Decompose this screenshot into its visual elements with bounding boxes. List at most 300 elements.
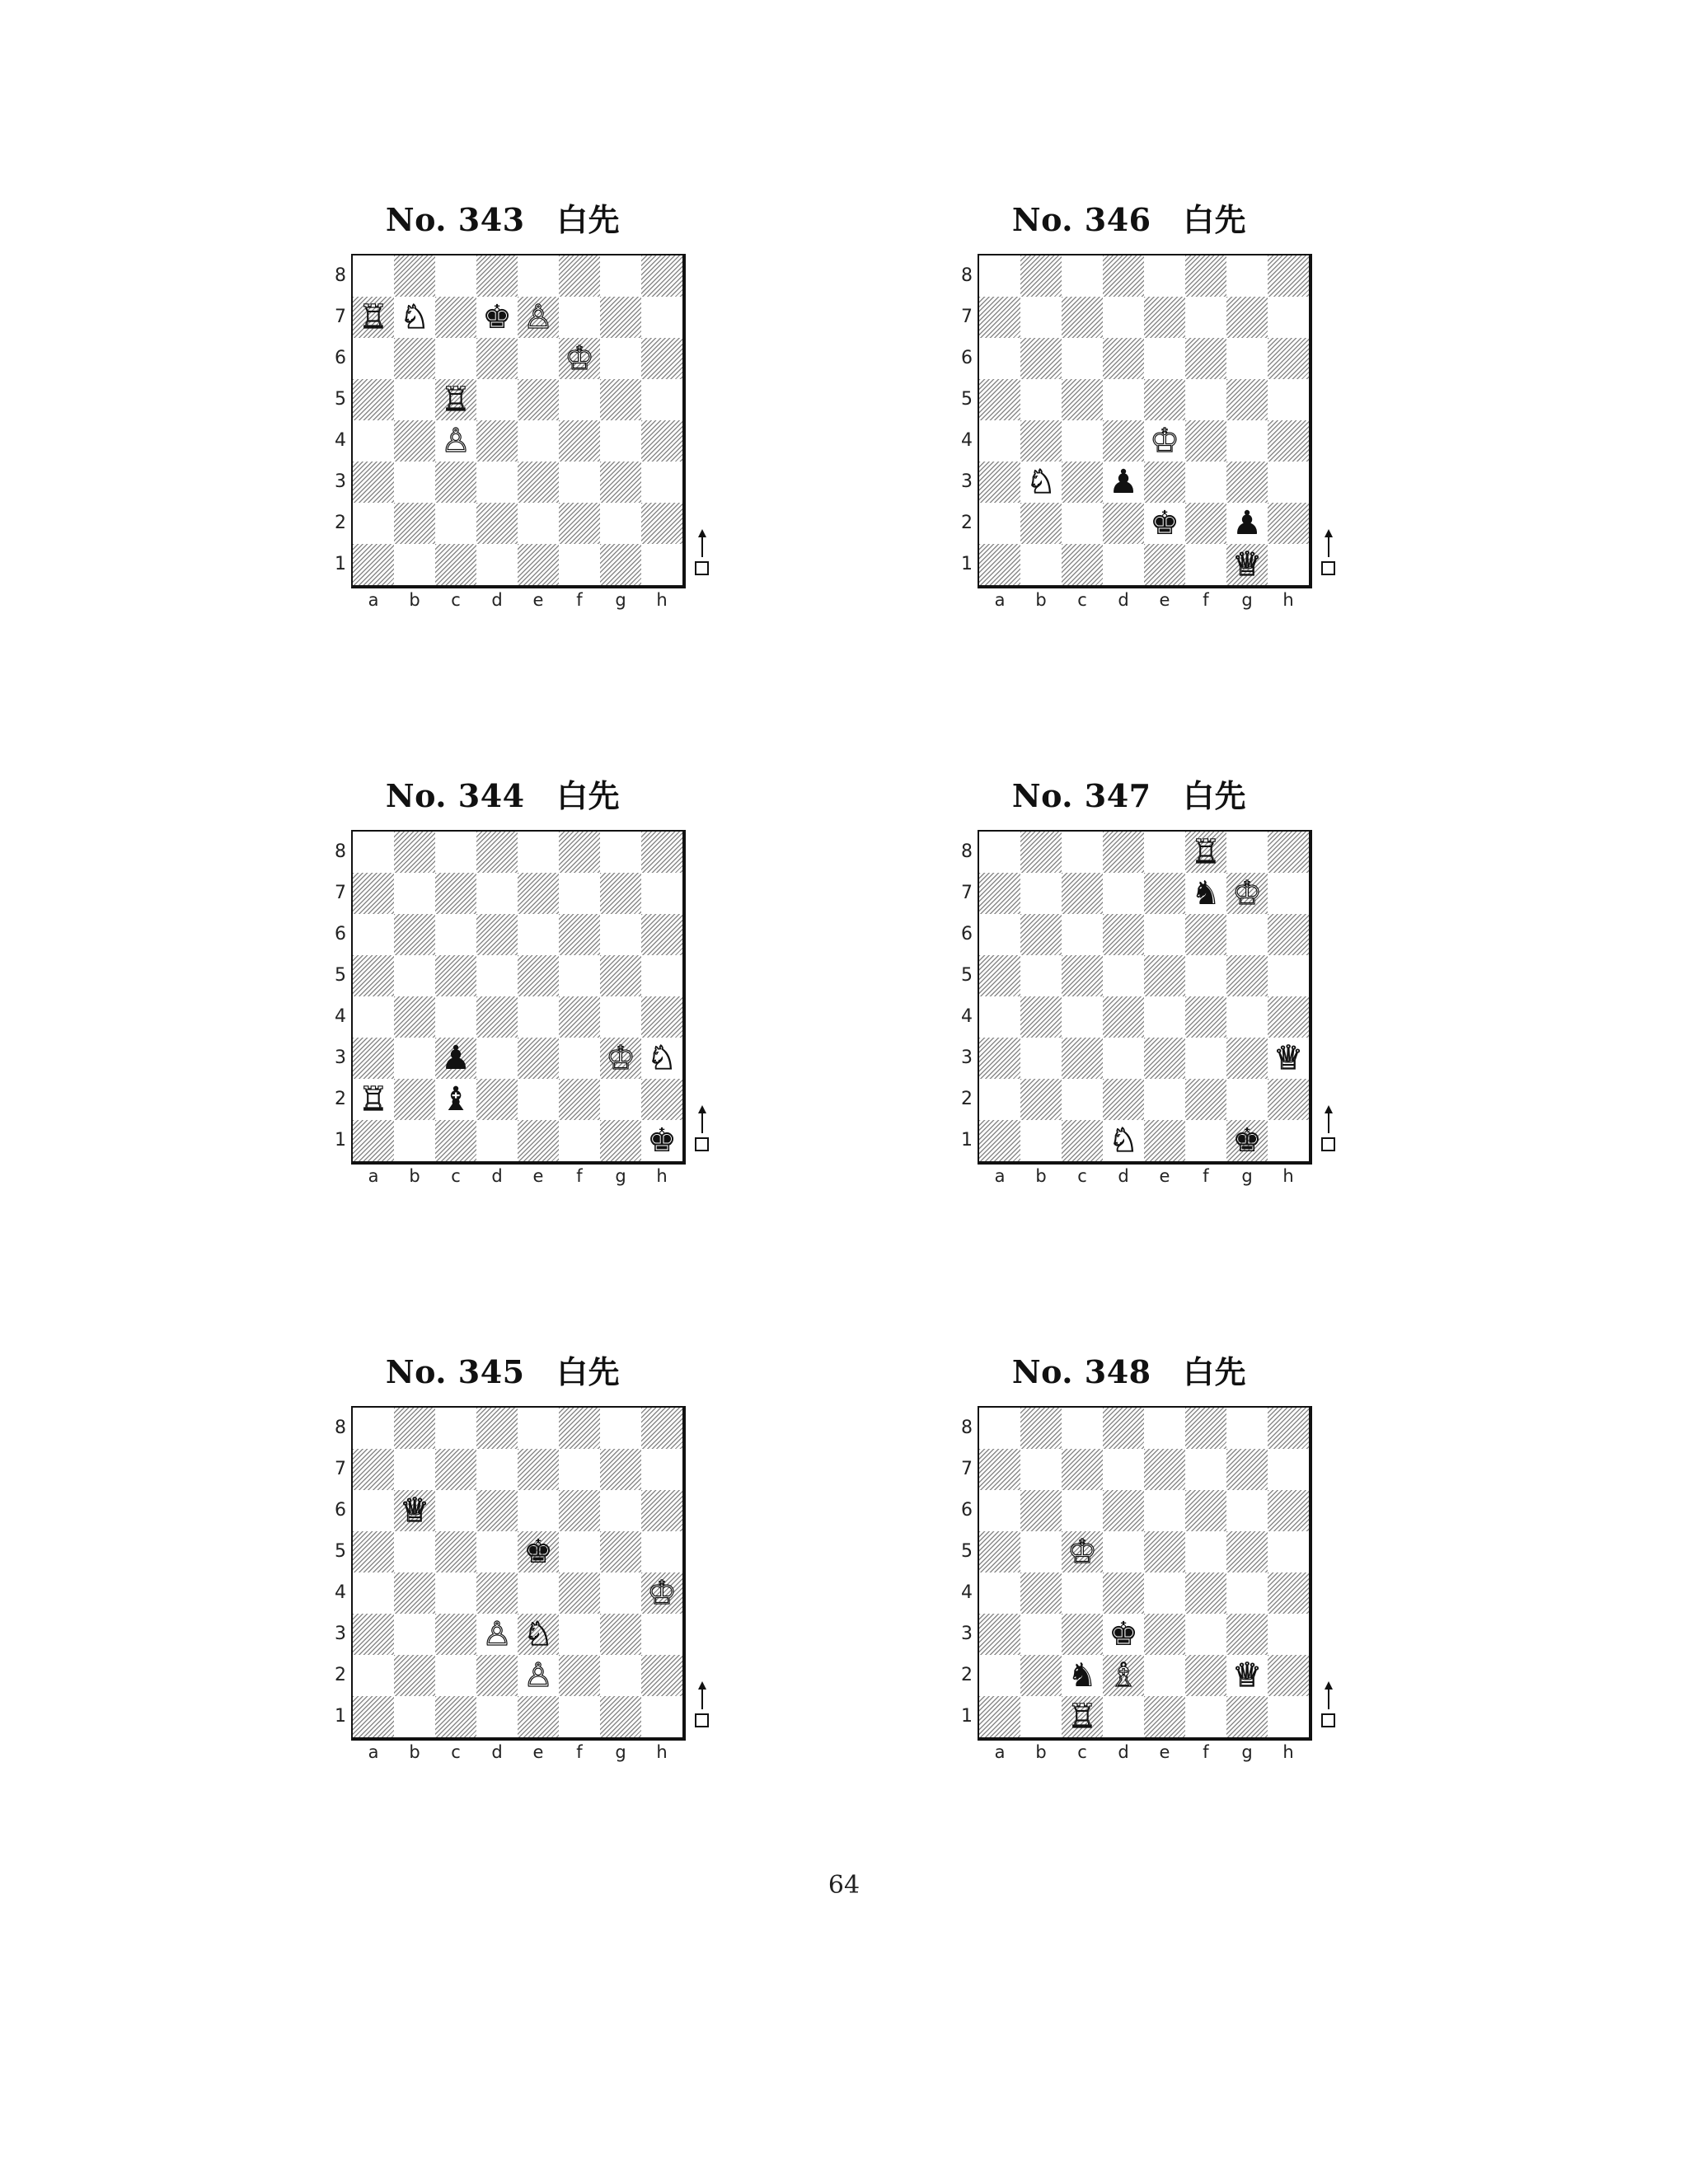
file-label: b [409,590,420,610]
square-c8 [1062,1408,1103,1449]
square-b4 [394,996,435,1038]
square-a2 [353,1079,394,1120]
square-g3 [1226,462,1268,503]
square-g3 [600,1038,641,1079]
square-c7 [1062,873,1103,914]
square-e4 [518,1572,559,1614]
square-d6 [1103,914,1144,955]
white-pawn-icon: ♙ [482,1615,512,1653]
square-f4 [559,1572,600,1614]
diagram-343 [330,194,758,656]
square-d1 [1103,544,1144,585]
square-g2 [600,1655,641,1696]
rank-label: 5 [961,389,973,410]
square-d5 [476,955,518,996]
rank-label: 2 [961,1665,973,1685]
square-b2 [394,1655,435,1696]
square-f8 [1185,1408,1226,1449]
square-c1 [1062,544,1103,585]
diagram-345 [330,1347,758,1808]
square-d6 [476,914,518,955]
file-labels [979,1163,1309,1189]
square-g6 [600,914,641,955]
square-a3 [979,1038,1020,1079]
square-h4 [1268,420,1309,462]
square-h3 [641,1038,682,1079]
square-h5 [1268,1531,1309,1572]
square-f1 [559,1120,600,1161]
white-king-icon: ♔ [606,1039,635,1077]
square-e8 [1144,832,1185,873]
square-b4 [1020,1572,1062,1614]
square-h8 [641,832,682,873]
square-d4 [476,420,518,462]
square-d4 [1103,420,1144,462]
square-d3 [1103,1038,1144,1079]
square-e5 [518,955,559,996]
chess-board [978,830,1312,1165]
square-d6 [1103,338,1144,379]
square-h7 [641,873,682,914]
square-b1 [394,1696,435,1737]
square-e6 [518,338,559,379]
white-king-icon: ♔ [565,340,594,377]
square-g4 [1226,996,1268,1038]
square-f1 [559,544,600,585]
square-f7 [1185,873,1226,914]
square-g8 [600,1408,641,1449]
file-label: c [1077,590,1087,610]
square-h1 [641,1120,682,1161]
square-b3 [1020,462,1062,503]
file-label: g [1241,1166,1253,1186]
square-a5 [979,379,1020,420]
square-c3 [1062,462,1103,503]
square-a6 [979,1490,1020,1531]
square-b2 [1020,1655,1062,1696]
chess-board [351,254,686,588]
square-b5 [1020,379,1062,420]
square-d5 [1103,1531,1144,1572]
square-f3 [1185,462,1226,503]
chess-board [978,1406,1312,1741]
square-c5 [435,379,476,420]
square-e1 [518,1696,559,1737]
white-knight-icon: ♘ [400,298,429,336]
square-b8 [394,1408,435,1449]
square-e1 [1144,544,1185,585]
square-a7 [979,1449,1020,1490]
square-a5 [353,379,394,420]
square-e5 [518,1531,559,1572]
file-label: b [1035,1742,1047,1762]
rank-label: 3 [961,471,973,492]
square-f5 [559,1531,600,1572]
file-label: d [1118,1166,1129,1186]
square-h3 [1268,1038,1309,1079]
square-b5 [394,1531,435,1572]
square-c6 [435,914,476,955]
square-h4 [641,420,682,462]
square-f2 [1185,1079,1226,1120]
square-g2 [1226,1655,1268,1696]
square-e6 [1144,338,1185,379]
square-a1 [353,1120,394,1161]
white-queen-icon: ♕ [1232,1657,1262,1694]
square-c2 [1062,503,1103,544]
file-label: a [994,1166,1006,1186]
square-g5 [1226,1531,1268,1572]
square-b8 [1020,255,1062,297]
square-b4 [1020,996,1062,1038]
square-b1 [1020,1696,1062,1737]
black-knight-icon: ♞ [1191,874,1221,912]
rank-label: 7 [335,307,346,327]
square-e1 [1144,1120,1185,1161]
white-to-move-icon [1319,1681,1339,1731]
rank-label: 1 [335,1130,346,1151]
diagram-title: No. 347 白先 [1011,777,1247,814]
square-f7 [1185,1449,1226,1490]
rank-label: 4 [961,1582,973,1603]
square-e4 [518,996,559,1038]
square-d6 [476,338,518,379]
square-a8 [979,832,1020,873]
square-a5 [979,955,1020,996]
rank-label: 4 [961,1006,973,1027]
square-h6 [641,338,682,379]
square-f5 [559,955,600,996]
file-label: f [576,590,583,610]
square-a8 [353,832,394,873]
rank-label: 7 [961,1459,973,1479]
rank-label: 7 [335,1459,346,1479]
square-c8 [435,255,476,297]
white-rook-icon: ♖ [359,1080,388,1118]
square-b7 [1020,1449,1062,1490]
square-a4 [979,1572,1020,1614]
square-c3 [1062,1614,1103,1655]
file-label: f [1203,590,1209,610]
square-g4 [600,996,641,1038]
square-c7 [435,873,476,914]
black-pawn-icon: ♟ [1109,463,1138,501]
file-label: h [656,590,668,610]
square-e7 [518,873,559,914]
square-d2 [1103,1079,1144,1120]
square-b1 [394,1120,435,1161]
square-h8 [641,1408,682,1449]
square-b5 [394,379,435,420]
file-label: a [368,1742,379,1762]
square-c2 [1062,1655,1103,1696]
white-rook-icon: ♖ [1191,833,1221,871]
square-b3 [394,1038,435,1079]
square-b2 [1020,1079,1062,1120]
square-d7 [476,297,518,338]
square-b5 [394,955,435,996]
square-g6 [600,1490,641,1531]
square-a6 [353,914,394,955]
square-h5 [641,955,682,996]
square-d7 [1103,873,1144,914]
square-b4 [394,420,435,462]
square-h1 [1268,544,1309,585]
square-e7 [1144,873,1185,914]
rank-label: 5 [335,389,346,410]
rank-label: 1 [335,1706,346,1727]
square-f5 [1185,1531,1226,1572]
square-c5 [435,1531,476,1572]
square-d1 [476,1696,518,1737]
square-d3 [1103,1614,1144,1655]
square-g2 [1226,503,1268,544]
square-h2 [641,1655,682,1696]
square-d6 [1103,1490,1144,1531]
square-c5 [1062,955,1103,996]
white-rook-icon: ♖ [359,298,388,336]
rank-label: 5 [961,1541,973,1562]
square-a7 [353,873,394,914]
white-king-icon: ♔ [1067,1533,1097,1571]
square-f4 [1185,1572,1226,1614]
square-f4 [1185,996,1226,1038]
square-g6 [600,338,641,379]
square-e3 [518,1038,559,1079]
square-e5 [1144,379,1185,420]
diagram-344 [330,771,758,1232]
square-e5 [518,379,559,420]
square-a5 [979,1531,1020,1572]
page-number: 64 [828,1871,860,1900]
square-d3 [476,462,518,503]
square-d1 [1103,1696,1144,1737]
square-b5 [1020,1531,1062,1572]
square-c6 [1062,1490,1103,1531]
rank-label: 6 [335,1500,346,1521]
square-c8 [1062,255,1103,297]
square-a4 [353,996,394,1038]
square-a6 [353,1490,394,1531]
square-d2 [476,1079,518,1120]
square-d7 [1103,1449,1144,1490]
square-b6 [1020,914,1062,955]
file-label: b [1035,1166,1047,1186]
rank-label: 1 [335,554,346,574]
square-g6 [1226,1490,1268,1531]
square-h3 [641,462,682,503]
square-e8 [518,832,559,873]
file-label: b [409,1742,420,1762]
square-d8 [476,832,518,873]
file-label: g [1241,590,1253,610]
file-label: d [1118,590,1129,610]
square-b3 [1020,1614,1062,1655]
square-e4 [518,420,559,462]
square-a8 [353,255,394,297]
file-label: c [1077,1166,1087,1186]
square-a1 [979,1696,1020,1737]
white-queen-icon: ♕ [1232,546,1262,583]
file-label: b [1035,590,1047,610]
file-label: d [491,590,503,610]
square-f3 [1185,1038,1226,1079]
square-a4 [979,996,1020,1038]
square-d2 [476,1655,518,1696]
rank-label: 3 [961,1047,973,1068]
file-label: c [451,1742,461,1762]
square-f6 [1185,1490,1226,1531]
rank-label: 1 [961,554,973,574]
square-b7 [1020,297,1062,338]
square-a3 [979,1614,1020,1655]
square-f6 [1185,914,1226,955]
square-e4 [1144,1572,1185,1614]
square-a7 [353,1449,394,1490]
square-g3 [1226,1614,1268,1655]
square-h7 [1268,297,1309,338]
square-g1 [1226,544,1268,585]
square-a3 [353,1614,394,1655]
square-h6 [641,1490,682,1531]
white-knight-icon: ♘ [1109,1122,1138,1160]
square-d2 [1103,1655,1144,1696]
file-label: e [1159,1742,1170,1762]
rank-label: 7 [961,883,973,903]
square-d8 [1103,255,1144,297]
square-f8 [559,255,600,297]
square-d4 [1103,996,1144,1038]
square-a4 [353,1572,394,1614]
file-label: d [1118,1742,1129,1762]
square-h8 [641,255,682,297]
square-d8 [476,1408,518,1449]
rank-label: 8 [335,1418,346,1438]
square-f6 [559,1490,600,1531]
white-to-move-icon [692,1681,712,1731]
file-label: h [1282,590,1294,610]
white-pawn-icon: ♙ [523,1657,553,1694]
square-c6 [435,338,476,379]
square-b6 [1020,338,1062,379]
square-h4 [641,1572,682,1614]
square-h1 [1268,1696,1309,1737]
file-labels [353,1163,682,1189]
square-b8 [1020,832,1062,873]
white-queen-icon: ♕ [400,1492,429,1530]
square-g5 [600,955,641,996]
square-c2 [1062,1079,1103,1120]
square-g2 [600,1079,641,1120]
square-h7 [1268,1449,1309,1490]
square-g4 [600,420,641,462]
square-e1 [1144,1696,1185,1737]
square-f8 [1185,255,1226,297]
square-g7 [600,1449,641,1490]
square-g7 [1226,297,1268,338]
rank-label: 8 [335,265,346,286]
square-c1 [1062,1120,1103,1161]
square-b1 [1020,1120,1062,1161]
black-king-icon: ♚ [1232,1122,1262,1160]
square-f6 [1185,338,1226,379]
square-d5 [476,1531,518,1572]
chess-board [351,830,686,1165]
square-h8 [1268,832,1309,873]
file-label: f [1203,1166,1209,1186]
square-h6 [1268,914,1309,955]
white-bishop-icon: ♗ [1109,1657,1138,1694]
square-a2 [979,503,1020,544]
square-c6 [435,1490,476,1531]
square-g1 [600,1120,641,1161]
rank-label: 2 [335,1089,346,1109]
square-c1 [1062,1696,1103,1737]
square-g6 [1226,338,1268,379]
square-c8 [435,832,476,873]
diagram-title: No. 346 白先 [1011,201,1247,238]
black-pawn-icon: ♟ [441,1039,471,1077]
chess-board [978,254,1312,588]
square-d8 [1103,832,1144,873]
square-f2 [1185,503,1226,544]
square-b7 [1020,873,1062,914]
square-g5 [600,379,641,420]
square-c3 [435,1614,476,1655]
square-b4 [1020,420,1062,462]
square-f4 [1185,420,1226,462]
rank-label: 4 [335,430,346,451]
rank-labels [956,830,976,1160]
square-f5 [559,379,600,420]
square-h7 [641,1449,682,1490]
square-d4 [476,996,518,1038]
square-h5 [1268,955,1309,996]
square-f6 [559,914,600,955]
square-d3 [476,1038,518,1079]
square-b2 [394,503,435,544]
square-d6 [476,1490,518,1531]
square-e6 [518,914,559,955]
file-label: f [576,1166,583,1186]
rank-label: 5 [335,1541,346,1562]
square-b3 [394,1614,435,1655]
square-g7 [1226,1449,1268,1490]
square-c2 [435,1079,476,1120]
file-label: e [1159,1166,1170,1186]
file-label: a [368,1166,379,1186]
square-c5 [1062,1531,1103,1572]
square-h2 [1268,503,1309,544]
white-to-move-icon [692,1105,712,1155]
square-e7 [1144,1449,1185,1490]
square-h4 [1268,1572,1309,1614]
square-e3 [518,1614,559,1655]
file-label: e [532,1166,544,1186]
rank-labels [956,254,976,583]
black-king-icon: ♚ [523,1533,553,1571]
square-c4 [1062,1572,1103,1614]
square-g3 [1226,1038,1268,1079]
square-a5 [353,955,394,996]
square-a2 [353,503,394,544]
square-h2 [641,1079,682,1120]
square-b2 [1020,503,1062,544]
file-label: d [491,1742,503,1762]
square-f4 [559,996,600,1038]
square-c5 [1062,379,1103,420]
square-f5 [1185,955,1226,996]
